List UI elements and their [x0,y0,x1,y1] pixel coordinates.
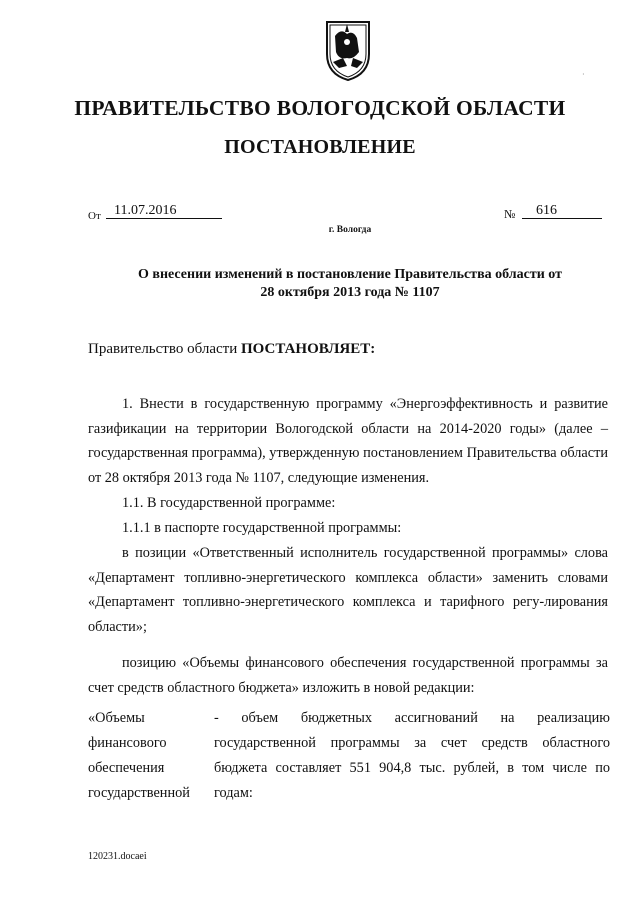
scan-mark: · [582,70,585,79]
paragraph-1-1: 1.1. В государственной программе: [122,495,336,511]
subject-line-2: 28 октября 2013 года № 1107 [260,285,440,300]
table-row-text: - объем бюджетных ассигнований на реализацию государственной программы за счет средств областного бюджета составляет 551 904,8 тыс. рублей, в том числе по годам: [214,710,610,801]
document-date: 11.07.2016 [106,204,222,219]
subject-line-1: О внесении изменений в постановление Правительства области от [138,267,562,282]
city-name: г. Вологда [328,225,372,235]
preamble-prefix: Правительство области [88,341,241,357]
preamble [88,341,375,358]
preamble-verb: ПОСТАНОВЛЯЕТ: [240,341,376,357]
coat-of-arms-icon [323,18,373,82]
document-type: ПОСТАНОВЛЕНИЕ [224,136,416,158]
government-title: ПРАВИТЕЛЬСТВО ВОЛОГОДСКОЙ ОБЛАСТИ [74,96,566,120]
paragraph-position-change: в позиции «Ответственный исполнитель государственной программы» слова «Департамент топливно-энергетического комплекса области» заменить словами «Департамент топливно-энергетического комплекса и тарифного регу-лирования области»; [88,545,608,635]
document-subject [100,266,600,302]
number-label: № [504,207,516,221]
paragraph-1-1-1: 1.1.1 в паспорте государственной программы: [122,520,402,536]
table-row-label: «Объемы финансового обеспечения государственной [88,710,190,801]
date-label: От [88,210,101,222]
paragraph-funding-change: позицию «Объемы финансового обеспечения государственной программы за счет средств областного бюджета» изложить в новой редакции: [88,655,608,696]
document-number: 616 [522,204,602,219]
footer-filename: 120231.docaei [88,851,147,862]
paragraph-1: 1. Внести в государственную программу «Энергоэффективность и развитие газификации на территории Вологодской области на 2014-2020 годы» (далее – государственная программа), утвержденную постановлением Правительства области от 28 октября 2013 года № 1107, следующие изменения. [88,396,608,486]
